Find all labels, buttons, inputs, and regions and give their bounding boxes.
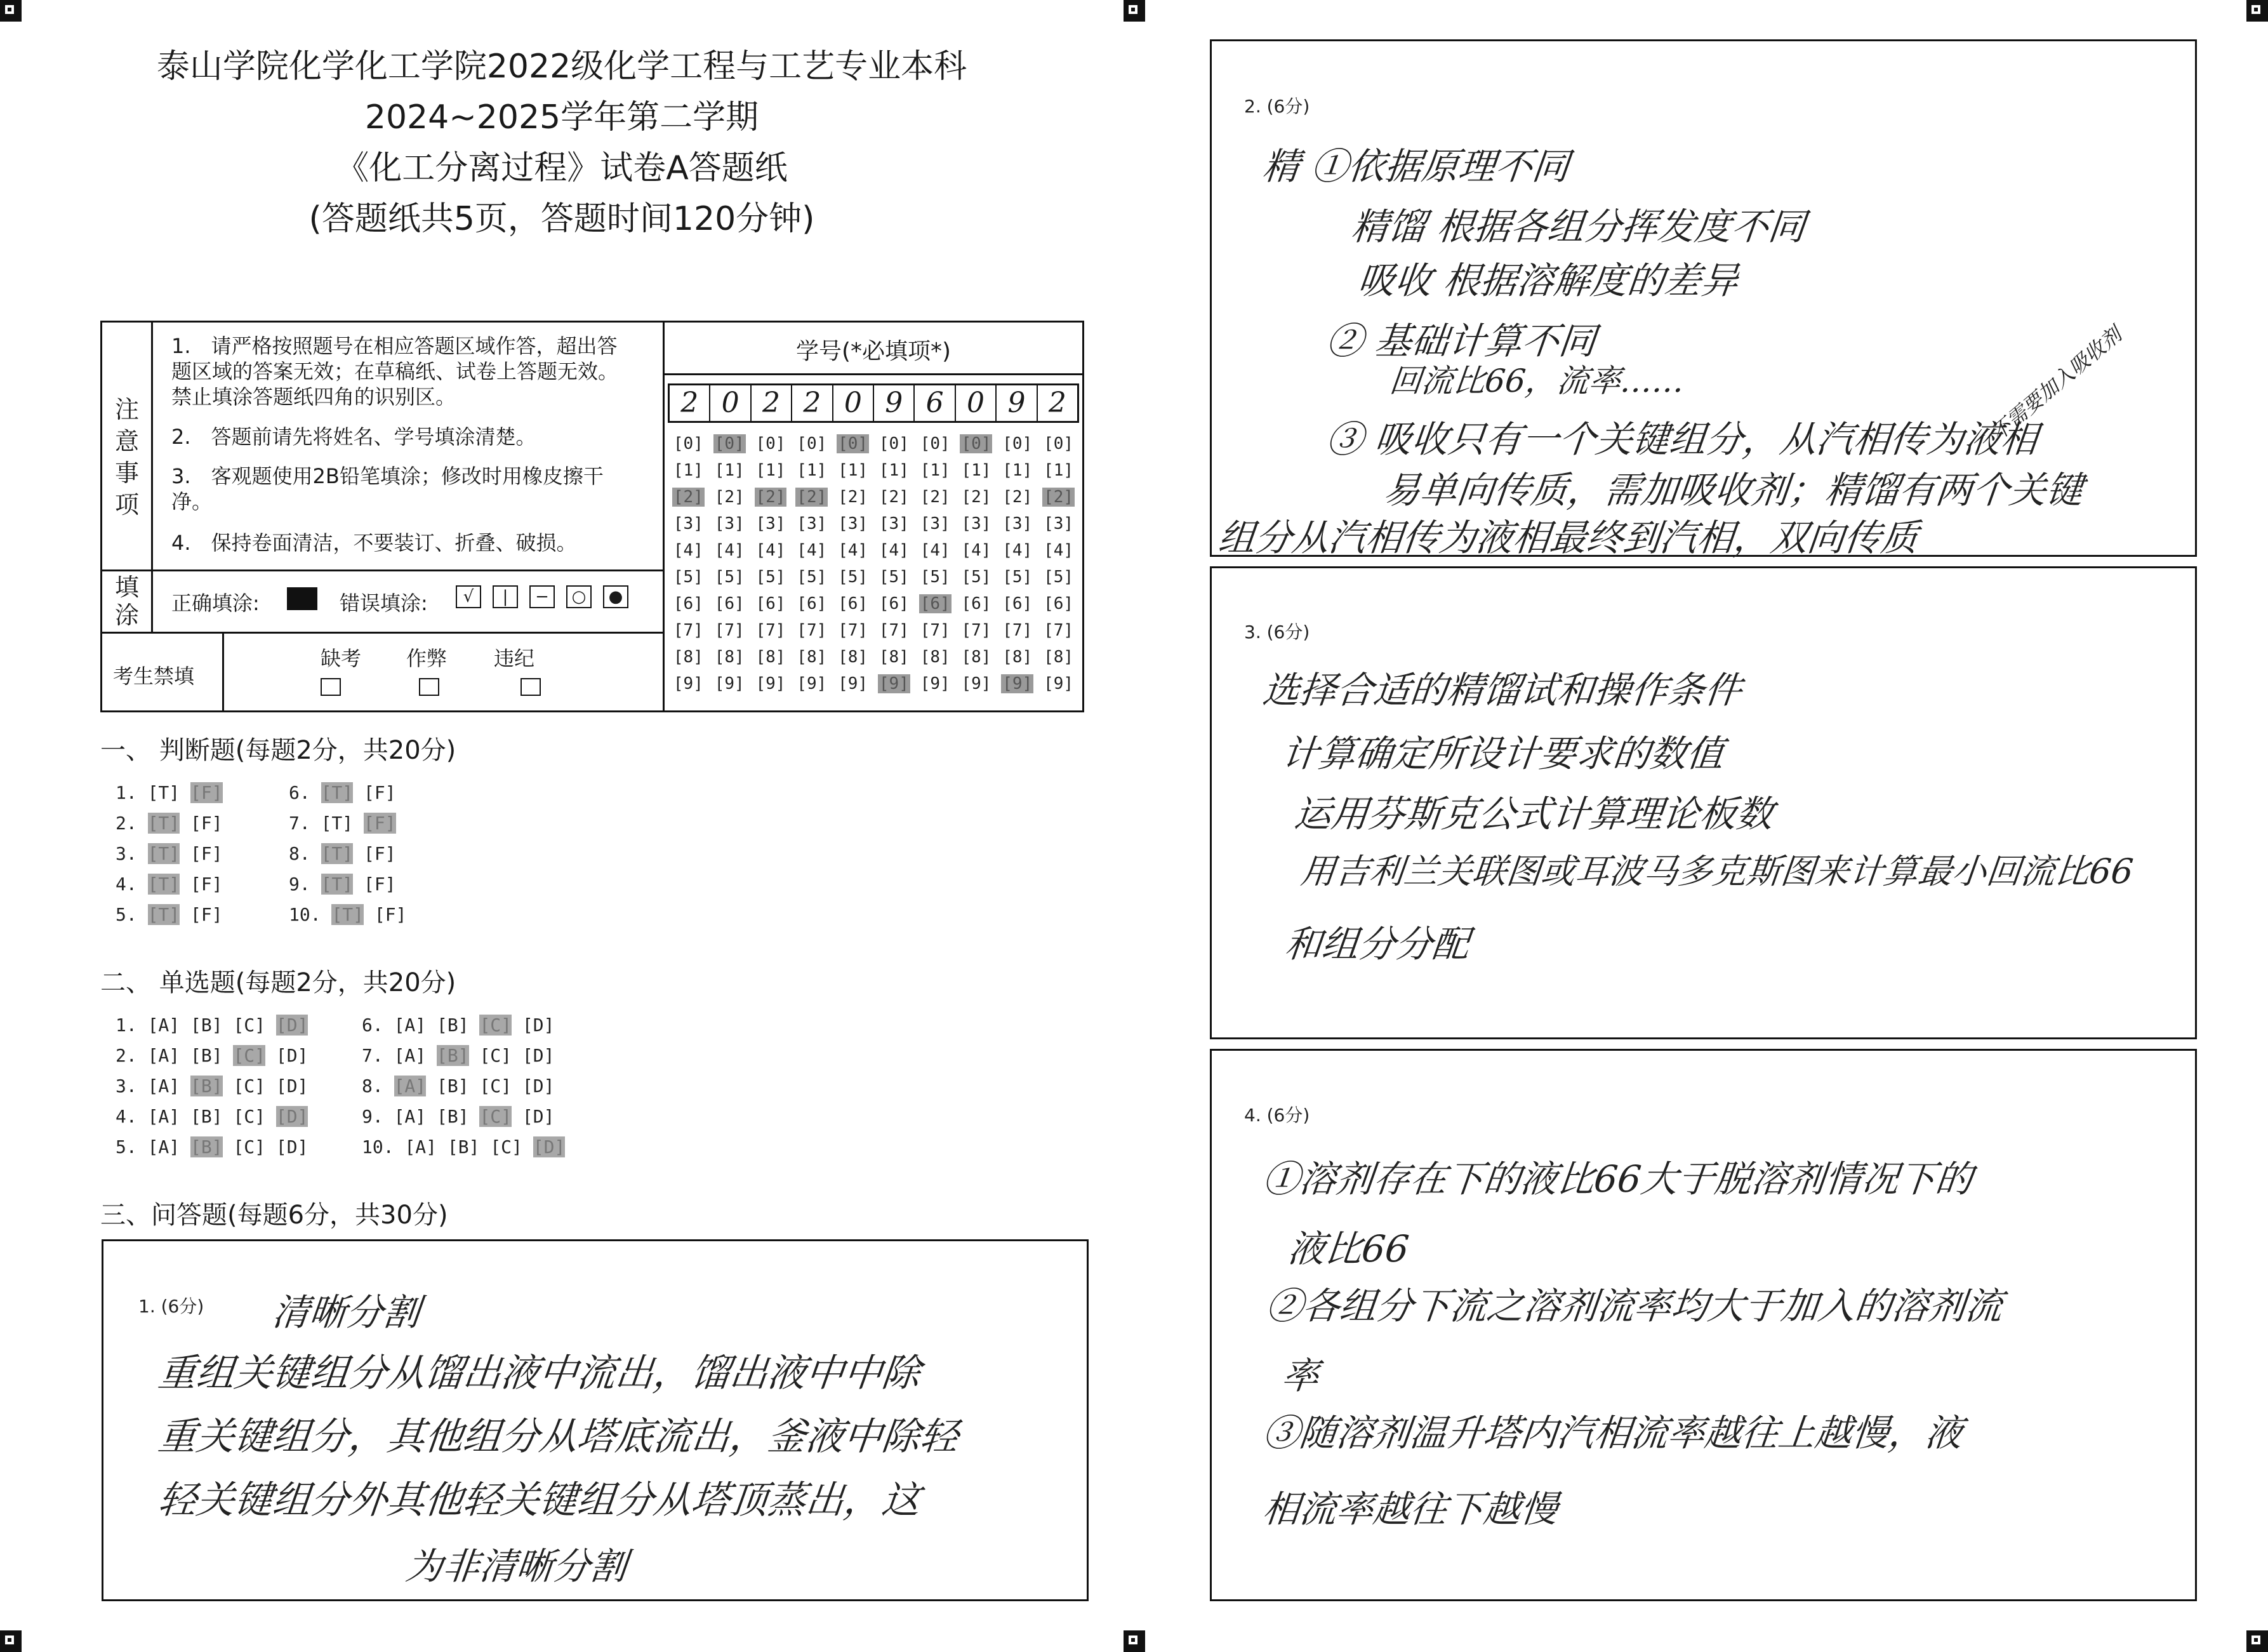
id-bubble[interactable]: [5] (1044, 568, 1074, 587)
mc-option[interactable]: [C] (479, 1076, 512, 1096)
id-bubble[interactable]: [8] (838, 648, 868, 667)
id-bubble[interactable]: [2] (961, 488, 991, 507)
id-title-rule (663, 373, 1084, 375)
id-digit: 0 (956, 385, 997, 421)
mc-question-row (362, 1076, 554, 1096)
id-bubble-row (668, 484, 1079, 510)
mc-question-row (116, 1076, 308, 1096)
mc-option-marked[interactable]: [B] (190, 1136, 223, 1157)
correct-fill-label: 正确填涂: (171, 591, 260, 615)
tf-question-row (116, 874, 223, 895)
id-digit: 2 (792, 385, 833, 421)
id-bubble[interactable]: [0] (1002, 434, 1033, 453)
tf-question-number: 5. (116, 904, 148, 925)
mc-option[interactable]: [A] (147, 1106, 180, 1127)
id-bubble[interactable]: [1] (714, 461, 745, 480)
mc-option-marked[interactable]: [A] (394, 1076, 427, 1096)
id-bubble[interactable]: [2] (1002, 488, 1033, 507)
id-bubble[interactable]: [8] (1002, 648, 1033, 667)
tf-question-number: 1. (116, 782, 148, 803)
tf-option-f[interactable]: [F] (190, 874, 223, 895)
tf-option-t[interactable]: [T] (147, 782, 180, 803)
mc-option[interactable]: [D] (275, 1045, 308, 1066)
id-bubble[interactable]: [1] (1044, 461, 1074, 480)
id-bubble[interactable]: [0] (755, 434, 786, 453)
id-bubble[interactable]: [4] (714, 541, 745, 560)
tf-option-t[interactable]: [T] (321, 813, 354, 834)
id-bubble[interactable]: [7] (755, 621, 786, 640)
q1-line-2: 重组关键组分从馏出液中流出，馏出液中中除 (156, 1351, 923, 1396)
id-bubble[interactable]: [5] (755, 568, 786, 587)
mc-question-row (362, 1015, 554, 1036)
q3-line-5: 和组分分配 (1282, 923, 1472, 966)
mc-option[interactable]: [B] (437, 1106, 469, 1127)
mc-question-number: 8. (362, 1076, 394, 1096)
tf-option-f[interactable]: [F] (190, 813, 223, 834)
id-bubble[interactable]: [3] (961, 514, 991, 533)
id-bubble-row (668, 564, 1079, 590)
q2-line-3: 吸收 根据溶解度的差异 (1355, 259, 1741, 302)
mc-option[interactable]: [A] (147, 1045, 180, 1066)
mc-option-marked[interactable]: [D] (275, 1015, 308, 1036)
id-bubble[interactable]: [9] (838, 674, 868, 693)
id-bubble[interactable]: [8] (714, 648, 745, 667)
q2-margin-note: 不需要加入吸收剂 (1986, 322, 2126, 446)
header-exam-title: 《化工分离过程》试卷A答题纸 (336, 149, 788, 187)
q4-line-1: ①溶剂存在下的液比66大于脱溶剂情况下的 (1260, 1157, 1975, 1201)
tf-option-f[interactable]: [F] (364, 843, 396, 864)
id-bubble[interactable]: [3] (920, 514, 950, 533)
id-digit: 2 (752, 385, 792, 421)
id-bubble-row (668, 644, 1079, 670)
id-digit: 0 (833, 385, 874, 421)
id-bubble[interactable]: [3] (755, 514, 786, 533)
q4-label: 4. (6分) (1244, 1105, 1310, 1126)
mc-question-row (116, 1136, 308, 1157)
id-bubble[interactable]: [1] (961, 461, 991, 480)
id-bubble-filled[interactable]: [9] (879, 674, 909, 693)
tf-option-t-marked[interactable]: [T] (147, 843, 180, 864)
tf-question-row (289, 874, 396, 895)
mc-option[interactable]: [B] (190, 1015, 223, 1036)
id-bubble[interactable]: [9] (920, 674, 950, 693)
tf-question-row (289, 843, 396, 864)
mc-question-number: 2. (116, 1045, 148, 1066)
notice-bottom-rule (100, 570, 664, 571)
tf-option-t-marked[interactable]: [T] (147, 813, 180, 834)
id-bubble-filled[interactable]: [0] (838, 434, 868, 453)
violation-checkbox[interactable] (521, 678, 541, 696)
q4-line-6: 相流率越往下越慢 (1260, 1488, 1560, 1531)
tf-option-f[interactable]: [F] (190, 904, 223, 925)
mc-option[interactable]: [D] (275, 1076, 308, 1096)
mc-option-marked[interactable]: [C] (479, 1015, 512, 1036)
fill-label: 填 涂 (114, 573, 139, 629)
mc-option-marked[interactable]: [C] (479, 1106, 512, 1127)
notice-item-4: 4. 保持卷面清洁，不要装订、折叠、破损。 (171, 531, 577, 555)
wrong-sample-bar: | (493, 585, 518, 608)
mc-option[interactable]: [C] (233, 1136, 266, 1157)
mc-option[interactable]: [A] (147, 1076, 180, 1096)
id-bubble[interactable]: [4] (1044, 541, 1074, 560)
id-bubble-row (668, 670, 1079, 697)
id-bubble[interactable]: [1] (920, 461, 950, 480)
id-bubble[interactable]: [8] (961, 648, 991, 667)
id-bubble[interactable]: [4] (1002, 541, 1033, 560)
id-bubble[interactable]: [3] (1044, 514, 1074, 533)
q2-line-4: ② 基础计算不同 (1323, 319, 1598, 363)
corner-marker-top-center (1124, 0, 1145, 22)
mc-question-number: 5. (116, 1136, 148, 1157)
id-bubble[interactable]: [6] (838, 594, 868, 613)
id-bubble[interactable]: [3] (673, 514, 703, 533)
id-bubble[interactable]: [8] (1044, 648, 1074, 667)
tf-option-f-marked[interactable]: [F] (364, 813, 396, 834)
corner-marker-bottom-right (2246, 1630, 2268, 1652)
id-bubble[interactable]: [1] (797, 461, 827, 480)
tf-option-t-marked[interactable]: [T] (321, 843, 354, 864)
mc-question-row (116, 1045, 308, 1066)
mc-option[interactable]: [D] (522, 1106, 555, 1127)
mc-option[interactable]: [A] (394, 1015, 427, 1036)
notice-label: 注 意 事 项 (114, 396, 139, 519)
id-bubble[interactable]: [9] (797, 674, 827, 693)
id-bubble-filled[interactable]: [6] (920, 594, 950, 613)
q4-line-3: ②各组分下流之溶剂流率均大于加入的溶剂流 (1263, 1284, 2005, 1328)
id-bubble[interactable]: [9] (961, 674, 991, 693)
id-bubble[interactable]: [1] (879, 461, 909, 480)
q2-label: 2. (6分) (1244, 96, 1310, 117)
violation-label: 违纪 (494, 646, 535, 670)
mc-question-row (362, 1136, 565, 1157)
id-bubble[interactable]: [0] (797, 434, 827, 453)
mc-question-number: 6. (362, 1015, 394, 1036)
corner-marker-bottom-left (0, 1630, 22, 1652)
q2-line-2: 精馏 根据各组分挥发度不同 (1349, 205, 1808, 248)
id-bubble-filled[interactable]: [0] (714, 434, 745, 453)
mc-question-number: 4. (116, 1106, 148, 1127)
id-bubble[interactable]: [7] (838, 621, 868, 640)
id-bubble[interactable]: [6] (755, 594, 786, 613)
mc-question-row (116, 1015, 308, 1036)
tf-question-row (116, 782, 223, 803)
tf-option-t-marked[interactable]: [T] (321, 782, 354, 803)
notice-item-1: 1. 请严格按照题号在相应答题区域作答，超出答题区域的答案无效；在草稿纸、试卷上答题无效。禁止填涂答题纸四角的识别区。 (171, 334, 619, 409)
id-digit: 0 (710, 385, 751, 421)
mc-option[interactable]: [A] (394, 1106, 427, 1127)
mc-question-number: 7. (362, 1045, 394, 1066)
id-bubble[interactable]: [8] (673, 648, 703, 667)
id-bubble[interactable]: [6] (1002, 594, 1033, 613)
mc-option-marked[interactable]: [D] (533, 1136, 566, 1157)
tf-question-number: 10. (289, 904, 332, 925)
q3-line-4: 用吉利兰关联图或耳波马多克斯图来计算最小回流比66 (1299, 851, 2135, 891)
q3-line-3: 运用芬斯克公式计算理论板数 (1292, 792, 1776, 836)
mc-option[interactable]: [C] (233, 1106, 266, 1127)
wrong-sample-check: √ (456, 585, 481, 608)
id-bubble[interactable]: [2] (879, 488, 909, 507)
q2-line-1: 精 ①依据原理不同 (1260, 145, 1572, 188)
id-bubble[interactable]: [7] (797, 621, 827, 640)
notice-item-2: 2. 答题前请先将姓名、学号填涂清楚。 (171, 425, 536, 449)
q2-line-5: 回流比66，流率…… (1388, 363, 1687, 399)
student-id-title: 学号(*必填项*) (795, 338, 952, 364)
section2-title: 二、 单选题(每题2分，共20分) (100, 968, 456, 997)
tf-question-row (116, 843, 223, 864)
id-bubble-row (668, 617, 1079, 644)
tf-question-number: 3. (116, 843, 148, 864)
q2-line-6: ③ 吸收只有一个关键组分，从汽相传为液相 (1323, 418, 2040, 461)
id-bubble-filled[interactable]: [2] (755, 488, 786, 507)
id-bubble[interactable]: [9] (1044, 674, 1074, 693)
wrong-sample-dot: ● (603, 585, 628, 608)
mc-option[interactable]: [C] (233, 1015, 266, 1036)
id-bubble[interactable]: [9] (755, 674, 786, 693)
id-bubble[interactable]: [6] (797, 594, 827, 613)
id-digit: 2 (1048, 387, 1066, 419)
id-bubble[interactable]: [1] (838, 461, 868, 480)
mc-option[interactable]: [B] (190, 1045, 223, 1066)
section3-title: 三、问答题(每题6分，共30分) (100, 1201, 448, 1230)
student-id-bubble-grid[interactable] (668, 430, 1079, 697)
q1-line-4: 轻关键组分外其他轻关键组分从塔顶蒸出，这 (156, 1478, 923, 1522)
q4-line-4: 率 (1279, 1354, 1322, 1397)
id-bubble[interactable]: [2] (838, 488, 868, 507)
id-bubble[interactable]: [3] (797, 514, 827, 533)
mc-option[interactable]: [D] (275, 1136, 308, 1157)
q4-line-5: ③随溶剂温升塔内汽相流率越往上越慢，液 (1260, 1411, 1965, 1455)
id-bubble[interactable]: [8] (920, 648, 950, 667)
mc-question-number: 10. (362, 1136, 405, 1157)
id-bubble[interactable]: [3] (879, 514, 909, 533)
id-bubble-row (668, 510, 1079, 537)
correct-fill-sample (287, 587, 317, 610)
q1-line-1: 清晰分割 (270, 1291, 423, 1334)
q1-label: 1. (6分) (138, 1296, 204, 1317)
id-bubble[interactable]: [6] (673, 594, 703, 613)
id-bubble-filled[interactable]: [0] (961, 434, 991, 453)
id-bubble[interactable]: [5] (961, 568, 991, 587)
mc-option[interactable]: [D] (522, 1015, 555, 1036)
tf-question-number: 7. (289, 813, 321, 834)
id-bubble[interactable]: [6] (879, 594, 909, 613)
id-bubble[interactable]: [0] (920, 434, 950, 453)
tf-option-f[interactable]: [F] (374, 904, 407, 925)
id-bubble[interactable]: [4] (673, 541, 703, 560)
id-bubble[interactable]: [4] (920, 541, 950, 560)
mc-option[interactable]: [B] (437, 1076, 469, 1096)
id-bubble[interactable]: [5] (879, 568, 909, 587)
id-bubble[interactable]: [4] (797, 541, 827, 560)
id-bubble[interactable]: [5] (920, 568, 950, 587)
id-bubble[interactable]: [0] (879, 434, 909, 453)
forbidden-divider (222, 632, 224, 712)
id-bubble[interactable]: [6] (1044, 594, 1074, 613)
id-bubble-filled[interactable]: [9] (1002, 674, 1033, 693)
id-bubble[interactable]: [7] (961, 621, 991, 640)
id-bubble[interactable]: [5] (673, 568, 703, 587)
id-bubble[interactable]: [7] (920, 621, 950, 640)
mc-question-row (362, 1106, 554, 1127)
id-bubble[interactable]: [6] (714, 594, 745, 613)
corner-marker-top-right (2246, 0, 2268, 22)
mc-option[interactable]: [D] (522, 1076, 555, 1096)
mc-option-marked[interactable]: [B] (437, 1045, 469, 1066)
id-bubble[interactable]: [2] (920, 488, 950, 507)
id-bubble[interactable]: [0] (1044, 434, 1074, 453)
tf-question-row (116, 904, 223, 925)
cheat-checkbox[interactable] (419, 678, 439, 696)
tf-question-row (289, 782, 396, 803)
id-bubble[interactable]: [3] (714, 514, 745, 533)
mc-option[interactable]: [C] (233, 1076, 266, 1096)
id-bubble[interactable]: [5] (1002, 568, 1033, 587)
mc-option[interactable]: [B] (437, 1015, 469, 1036)
tf-question-number: 9. (289, 874, 321, 895)
notice-item-3: 3. 客观题使用2B铅笔填涂；修改时用橡皮擦干净。 (171, 464, 604, 514)
id-bubble-filled[interactable]: [2] (1044, 488, 1074, 507)
id-bubble[interactable]: [3] (838, 514, 868, 533)
id-bubble[interactable]: [3] (1002, 514, 1033, 533)
wrong-fill-label: 错误填涂: (340, 591, 428, 615)
id-bubble-filled[interactable]: [2] (673, 488, 703, 507)
wrong-sample-dash: − (529, 585, 555, 608)
q1-line-5: 为非清晰分割 (403, 1545, 630, 1588)
q4-line-2: 液比66 (1285, 1227, 1411, 1270)
id-bubble[interactable]: [7] (1044, 621, 1074, 640)
id-digit: 9 (874, 385, 915, 421)
id-bubble-filled[interactable]: [2] (797, 488, 827, 507)
header-term-line: 2024~2025学年第二学期 (364, 98, 759, 137)
mc-option-marked[interactable]: [D] (275, 1106, 308, 1127)
id-digit: 9 (997, 385, 1037, 421)
id-bubble[interactable]: [7] (1002, 621, 1033, 640)
tf-option-f[interactable]: [F] (364, 874, 396, 895)
id-bubble[interactable]: [5] (797, 568, 827, 587)
id-bubble[interactable]: [5] (838, 568, 868, 587)
mc-option[interactable]: [D] (522, 1045, 555, 1066)
id-bubble[interactable]: [4] (755, 541, 786, 560)
q3-line-1: 选择合适的精馏试和操作条件 (1260, 669, 1744, 712)
mc-option[interactable]: [A] (404, 1136, 437, 1157)
mc-question-number: 3. (116, 1076, 148, 1096)
id-bubble[interactable]: [4] (879, 541, 909, 560)
header-exam-info: (答题纸共5页，答题时间120分钟) (308, 200, 815, 238)
mc-option[interactable]: [A] (394, 1045, 427, 1066)
id-bubble[interactable]: [2] (714, 488, 745, 507)
tf-question-row (116, 813, 223, 834)
tf-question-number: 2. (116, 813, 148, 834)
header-school-line: 泰山学院化学化工学院2022级化学工程与工艺专业本科 (156, 48, 967, 86)
forbidden-label: 考生禁填 (113, 664, 195, 688)
tf-question-row (289, 813, 396, 834)
tf-question-number: 6. (289, 782, 321, 803)
id-bubble[interactable]: [7] (673, 621, 703, 640)
q2-line-8: 组分从汽相传为液相最终到汽相，双向传质 (1216, 516, 1921, 559)
mc-option[interactable]: [B] (447, 1136, 480, 1157)
mc-option[interactable]: [C] (490, 1136, 522, 1157)
id-bubble-row (668, 537, 1079, 564)
mc-question-row (116, 1106, 308, 1127)
section1-title: 一、 判断题(每题2分，共20分) (100, 736, 456, 765)
absent-checkbox[interactable] (321, 678, 341, 696)
tf-option-f[interactable]: [F] (190, 843, 223, 864)
mc-question-number: 1. (116, 1015, 148, 1036)
id-bubble[interactable]: [1] (1002, 461, 1033, 480)
id-bubble[interactable]: [1] (673, 461, 703, 480)
mc-option[interactable]: [B] (190, 1106, 223, 1127)
tf-question-number: 4. (116, 874, 148, 895)
tf-option-t-marked[interactable]: [T] (321, 874, 354, 895)
mc-option-marked[interactable]: [B] (190, 1076, 223, 1096)
tf-option-t-marked[interactable]: [T] (147, 904, 180, 925)
id-bubble-row (668, 430, 1079, 457)
q2-line-7: 易单向传质，需加吸收剂；精馏有两个关键 (1381, 469, 2086, 512)
tf-option-t-marked[interactable]: [T] (147, 874, 180, 895)
id-bubble[interactable]: [8] (879, 648, 909, 667)
id-bubble[interactable]: [9] (673, 674, 703, 693)
student-id-written (668, 383, 1079, 423)
tf-option-f[interactable]: [F] (364, 782, 396, 803)
corner-marker-top-left (0, 0, 22, 22)
tf-question-number: 8. (289, 843, 321, 864)
mc-question-number: 9. (362, 1106, 394, 1127)
mc-question-row (362, 1045, 554, 1066)
q1-line-3: 重关键组分，其他组分从塔底流出，釜液中除轻 (156, 1415, 961, 1459)
cheat-label: 作弊 (406, 646, 448, 670)
id-bubble[interactable]: [0] (673, 434, 703, 453)
wrong-sample-circle: ○ (566, 585, 592, 608)
tf-option-t-marked[interactable]: [T] (331, 904, 364, 925)
absent-label: 缺考 (321, 646, 362, 670)
id-bubble[interactable]: [5] (714, 568, 745, 587)
tf-question-row (289, 904, 406, 925)
id-digit: 6 (915, 385, 955, 421)
id-bubble-row (668, 457, 1079, 484)
id-bubble[interactable]: [1] (755, 461, 786, 480)
mc-option[interactable]: [A] (147, 1136, 180, 1157)
mc-option[interactable]: [A] (147, 1015, 180, 1036)
id-digit: 2 (670, 385, 710, 421)
corner-marker-bottom-center (1124, 1630, 1145, 1652)
id-bubble[interactable]: [4] (961, 541, 991, 560)
id-bubble[interactable]: [9] (714, 674, 745, 693)
id-bubble-row (668, 590, 1079, 617)
id-bubble[interactable]: [8] (755, 648, 786, 667)
q3-label: 3. (6分) (1244, 622, 1310, 643)
mc-option[interactable]: [C] (479, 1045, 512, 1066)
label-column-divider (151, 321, 153, 632)
mc-option-marked[interactable]: [C] (233, 1045, 266, 1066)
fill-bottom-rule (100, 632, 664, 634)
info-table-divider (663, 321, 665, 712)
id-bubble[interactable]: [7] (714, 621, 745, 640)
id-bubble[interactable]: [7] (879, 621, 909, 640)
id-bubble[interactable]: [4] (838, 541, 868, 560)
tf-option-f-marked[interactable]: [F] (190, 782, 223, 803)
q3-line-2: 计算确定所设计要求的数值 (1279, 732, 1727, 775)
id-bubble[interactable]: [6] (961, 594, 991, 613)
id-bubble[interactable]: [8] (797, 648, 827, 667)
